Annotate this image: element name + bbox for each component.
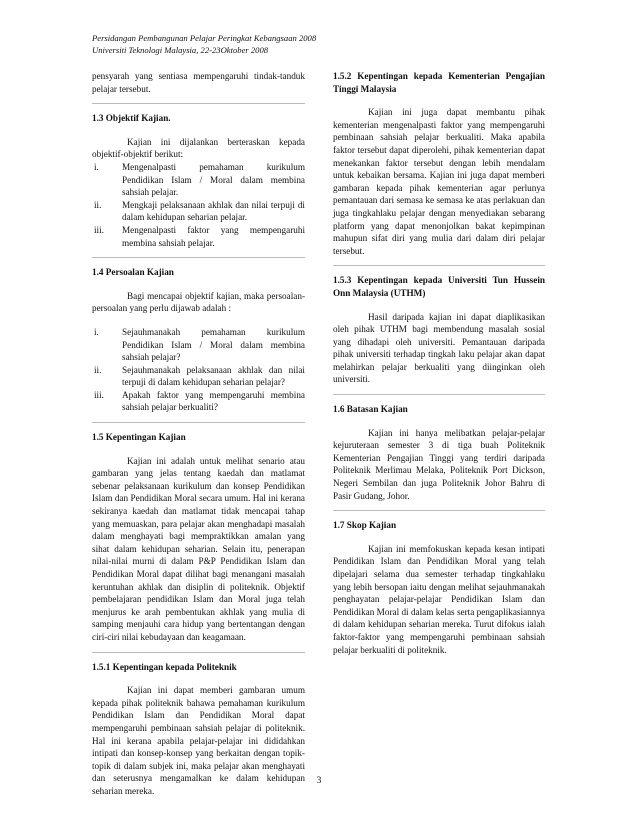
- continued-paragraph: pensyarah yang sentiasa mempengaruhi tindak-tanduk pelajar tersebut.: [92, 71, 305, 94]
- heading-kepentingan: 1.5 Kepentingan Kajian: [92, 432, 186, 443]
- heading-persoalan: 1.4 Persoalan Kajian: [92, 267, 174, 278]
- heading-kepentingan-politeknik: 1.5.1 Kepentingan kepada Politeknik: [92, 661, 237, 672]
- kepentingan-kementerian-body: Kajian ini juga dapat membantu pihak kementerian mengenalpasti faktor yang mempengaruhi pembinaan sahsiah pelajar berkualiti. Maka apabila faktor tersebut dapat diperolehi, pihak kementerian dapat menekankan faktor tersebut dengan lebih mendalam untuk kebaikan bersama. Kajian ini juga dapat memberi gambaran kepada pihak kementerian agar perlunya pemantauan dari semasa ke semasa ke atas perlakuan dan juga tingkahlaku pelajar dengan menyediakan sebarang platform yang dapat menonjolkan bakat kepimpinan mahupun sifat diri yang mulia dari dalam diri pelajar tersebut.: [333, 107, 545, 256]
- kepentingan-body: Kajian ini adalah untuk melihat senario atau gambaran yang jelas tentang kaedah dan matlamat sebenar pelaksanaan kurikulum dan konsep Pendidikan Islam dan Pendidikan Moral secara umum. Hal ini kerana sekiranya kaedah dan matlamat tidak mencapai tahap yang memuaskan, para pelajar akan menghadapi masalah dalam menghayati bagi mempraktikkan amalan yang sihat dalam kehidupan seharian. Selain itu, penerapan nilai-nilai murni di dalam P&P Pendidikan Islam dan Pendidikan Moral dapat dilihat bagi menangani masalah keruntuhan akhlak dan disiplin di politeknik. Objektif pembelajaran pendidikan Islam dan Moral juga telah menjurus ke arah pembentukan akhlak yang mulia di samping menjauhi cara hidup yang bertentangan dengan ciri-ciri nilai kebudayaan dan keagamaan.: [92, 455, 305, 642]
- list-number: i.: [94, 161, 99, 172]
- list-text: Sejauhmanakah pelaksanaan akhlak dan nilai terpuji di dalam kehidupan seharian pelajar?: [122, 364, 305, 388]
- list-item: [92, 199, 305, 224]
- list-text: Mengkaji pelaksanaan akhlak dan nilai terpuji di dalam kehidupan seharian pelajar.: [122, 199, 305, 223]
- heading-skop: 1.7 Skop Kajian: [333, 520, 397, 531]
- list-text: Mengenalpasti pemahaman kurikulum Pendidikan Islam / Moral dalam membina sahsiah pelajar.: [122, 161, 305, 198]
- kepentingan-politeknik-body: Kajian ini dapat memberi gambaran umum kepada pihak politeknik bahawa pemahaman kurikulum Pendidikan Islam dan Pendidikan Moral dapat mempengaruhi pembinaan sahsiah pelajar di politeknik. Hal ini kerana apabila pelajar-pelajar ini dididahkan intipati dan konsep-konsep yang berkaitan dengan topik-topik di dalam subjek ini, maka pelajar akan menghayati dan seterusnya mengamalkan ke dalam kehidupan seharian mereka.: [92, 685, 305, 796]
- list-item: [92, 161, 305, 199]
- list-number: ii.: [94, 364, 102, 375]
- page-number: 3: [316, 776, 322, 786]
- list-number: ii.: [94, 199, 102, 210]
- list-number: i.: [94, 326, 99, 337]
- right-column: [333, 70, 545, 656]
- left-column: [92, 70, 305, 798]
- objektif-intro: Kajian ini dijalankan berteraskan kepada objektif-objektif berikut:: [92, 136, 305, 160]
- heading-batasan: 1.6 Batasan Kajian: [333, 404, 408, 415]
- list-item: [92, 326, 305, 364]
- list-text: Mengenalpasti faktor yang mempengaruhi membina sahsiah pelajar.: [122, 224, 305, 248]
- kepentingan-uthm-body: Hasil daripada kajian ini dapat diaplikasikan oleh pihak UTHM bagi membendung masalah sosial yang dihadapi oleh universiti. Pemantauan daripada pihak universiti terhadap tingkah laku pelajar akan dapat melahirkan pelajar berkualiti yang diinginkan oleh universiti.: [333, 311, 545, 385]
- skop-body: Kajian ini memfokuskan kepada kesan intipati Pendidikan Islam dan Pendidikan Moral yang telah dipelajari selama dua semester terhadap tingkahlaku yang lebih bersopan iaitu dengan melihat sejauhmanakah penghayatan pelajar-pelajar Pendidikan Islam dan Pendidikan Moral di dalam kelas serta pengaplikasiannya di dalam kehidupan seharian mereka. Turut difokus ialah faktor-faktor yang mempengaruhi pembinaan sahsiah pelajar berkualiti di politeknik.: [333, 543, 545, 655]
- list-text: Sejauhmanakah pemahaman kurikulum Pendidikan Islam / Moral dalam membina sahsiah pelajar?: [122, 326, 305, 363]
- heading-objektif: 1.3 Objektif Kajian.: [92, 113, 171, 124]
- header-venue: Universiti Teknologi Malaysia, 22-23Oktober 2008: [92, 45, 269, 55]
- list-item: [92, 224, 305, 249]
- heading-kepentingan-uthm: 1.5.3 Kepentingan kepada Universiti Tun Hussein Onn Malaysia (UTHM): [333, 275, 545, 298]
- batasan-body: Kajian ini hanya melibatkan pelajar-pelajar kejuruteraan semester 3 di tiga buah Politeknik Kementerian Pengajian Tinggi yang terdiri daripada Politeknik Merlimau Melaka, Politeknik Port Dickson, Negeri Sembilan dan juga Politeknik Johor Bahru di Pasir Gudang, Johor.: [333, 427, 545, 501]
- list-text: Apakah faktor yang mempengaruhi membina sahsiah pelajar berkualiti?: [122, 389, 305, 413]
- running-header: [92, 32, 316, 56]
- list-item: [92, 389, 305, 414]
- header-conference: Persidangan Pembangunan Pelajar Peringkat Kebangsaan 2008: [92, 33, 317, 43]
- list-number: iii.: [94, 224, 104, 235]
- persoalan-intro: Bagi mencapai objektif kajian, maka persoalan-persoalan yang perlu dijawab adalah :: [92, 290, 305, 314]
- heading-kepentingan-kementerian: 1.5.2 Kepentingan kepada Kementerian Pengajian Tinggi Malaysia: [333, 71, 545, 94]
- list-number: iii.: [94, 389, 104, 400]
- list-item: [92, 364, 305, 389]
